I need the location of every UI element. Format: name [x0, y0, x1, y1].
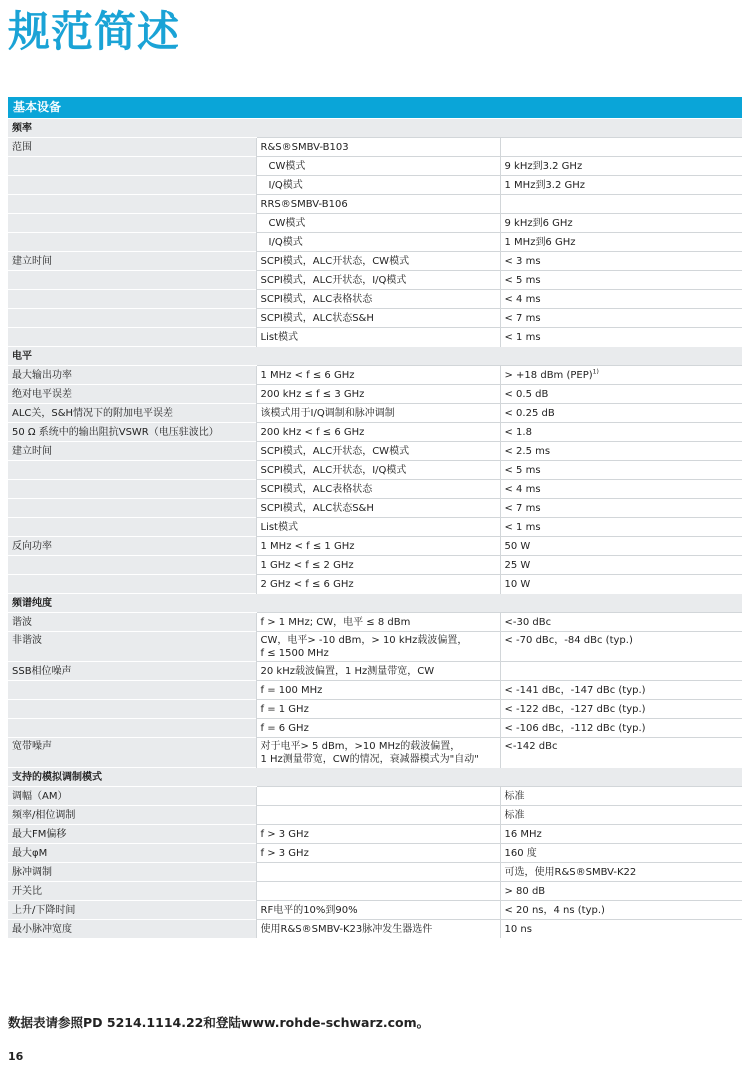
row-label: [8, 290, 256, 309]
table-row: [8, 233, 742, 252]
table-row: [8, 366, 742, 385]
row-label: 最大输出功率: [8, 366, 256, 385]
row-label: 调幅（AM）: [8, 787, 256, 806]
row-value: [500, 719, 742, 738]
row-label: 建立时间: [8, 442, 256, 461]
row-value-text: < 1 ms: [504, 332, 541, 343]
row-value-text: > +18 dBm (PEP): [504, 370, 593, 381]
row-label: 范围: [8, 138, 256, 157]
row-condition: List模式: [256, 328, 500, 347]
row-condition: SCPI模式，ALC状态S&H: [256, 499, 500, 518]
row-value-text: < 0.5 dB: [504, 389, 549, 400]
row-value: [500, 442, 742, 461]
row-label: 脉冲调制: [8, 863, 256, 882]
row-condition: SCPI模式，ALC表格状态: [256, 290, 500, 309]
row-value: [500, 423, 742, 442]
row-value: [500, 480, 742, 499]
section-header-row: [8, 594, 742, 613]
row-value: [500, 662, 742, 681]
row-value-text: 标准: [504, 810, 525, 821]
row-label: [8, 700, 256, 719]
table-row: [8, 719, 742, 738]
table-row: [8, 518, 742, 537]
row-condition: f = 100 MHz: [256, 681, 500, 700]
row-label: [8, 461, 256, 480]
row-condition: 1 MHz < f ≤ 1 GHz: [256, 537, 500, 556]
row-value: [500, 863, 742, 882]
row-value: [500, 309, 742, 328]
table-row: [8, 499, 742, 518]
section-header-row: [8, 119, 742, 138]
row-condition: f = 6 GHz: [256, 719, 500, 738]
row-label: [8, 499, 256, 518]
row-condition: List模式: [256, 518, 500, 537]
row-label: 反向功率: [8, 537, 256, 556]
table-row: [8, 195, 742, 214]
table-row: [8, 537, 742, 556]
row-label: 频率/相位调制: [8, 806, 256, 825]
table-row: [8, 404, 742, 423]
table-row: [8, 157, 742, 176]
table-row: [8, 787, 742, 806]
row-value: [500, 787, 742, 806]
table-row: [8, 461, 742, 480]
row-label: [8, 556, 256, 575]
table-row: [8, 825, 742, 844]
table-row: [8, 385, 742, 404]
row-condition: [256, 806, 500, 825]
spec-table: [8, 97, 742, 938]
row-label: 上升/下降时间: [8, 901, 256, 920]
row-label: [8, 309, 256, 328]
row-value-text: < 7 ms: [504, 313, 541, 324]
row-value: [500, 233, 742, 252]
row-label: [8, 233, 256, 252]
row-condition: 对于电平> 5 dBm，>10 MHz的载波偏置， 1 Hz测量带宽，CW的情况，衰减器模式为"自动": [256, 738, 500, 768]
table-row: [8, 575, 742, 594]
footnote-mark: 1): [592, 368, 599, 376]
row-condition: SCPI模式，ALC开状态，CW模式: [256, 442, 500, 461]
row-value: [500, 613, 742, 632]
section-title: 频谱纯度: [8, 594, 742, 613]
row-value: [500, 825, 742, 844]
row-condition: RF电平的10%到90%: [256, 901, 500, 920]
row-condition: 20 kHz载波偏置，1 Hz测量带宽，CW: [256, 662, 500, 681]
row-value: [500, 366, 742, 385]
row-value: [500, 271, 742, 290]
table-row: [8, 290, 742, 309]
row-value-text: < 2.5 ms: [504, 446, 551, 457]
row-label: [8, 575, 256, 594]
row-value-text: 10 ns: [504, 924, 532, 935]
row-value: [500, 252, 742, 271]
table-row: [8, 480, 742, 499]
table-row: [8, 252, 742, 271]
row-label: [8, 271, 256, 290]
table-row: [8, 632, 742, 662]
row-value: [500, 195, 742, 214]
row-condition: f > 3 GHz: [256, 825, 500, 844]
row-condition: SCPI模式，ALC表格状态: [256, 480, 500, 499]
table-row: [8, 271, 742, 290]
row-label: [8, 176, 256, 195]
row-label: [8, 480, 256, 499]
row-value-text: < 4 ms: [504, 294, 541, 305]
row-value-text: 1 MHz到3.2 GHz: [504, 180, 586, 191]
row-value: [500, 882, 742, 901]
row-value: [500, 632, 742, 662]
row-value: [500, 806, 742, 825]
row-condition: CW，电平> -10 dBm，> 10 kHz载波偏置， f ≤ 1500 MHz: [256, 632, 500, 662]
row-label: [8, 719, 256, 738]
row-value-text: < 5 ms: [504, 275, 541, 286]
row-value-text: 9 kHz到6 GHz: [504, 218, 573, 229]
row-value-text: 可选，使用R&S®SMBV-K22: [504, 867, 637, 878]
table-row: [8, 920, 742, 939]
row-condition: R&S®SMBV-B103: [256, 138, 500, 157]
row-label: 建立时间: [8, 252, 256, 271]
row-value-text: 50 W: [504, 541, 531, 552]
row-value-text: < -106 dBc，-112 dBc (typ.): [504, 723, 646, 734]
row-value: [500, 461, 742, 480]
row-condition: [256, 787, 500, 806]
row-label: [8, 681, 256, 700]
table-header-row: [8, 97, 742, 119]
row-value-text: < 0.25 dB: [504, 408, 555, 419]
row-value-text: < 1.8: [504, 427, 532, 438]
row-value-text: <-142 dBc: [504, 741, 558, 752]
table-row: [8, 662, 742, 681]
row-value: [500, 385, 742, 404]
row-condition: f > 3 GHz: [256, 844, 500, 863]
row-value-text: < 20 ns，4 ns (typ.): [504, 905, 605, 916]
row-condition: f > 1 MHz; CW，电平 ≤ 8 dBm: [256, 613, 500, 632]
row-value-text: < -122 dBc，-127 dBc (typ.): [504, 704, 646, 715]
table-row: [8, 738, 742, 768]
table-row: [8, 806, 742, 825]
row-value: [500, 214, 742, 233]
row-condition: I/Q模式: [256, 176, 500, 195]
row-condition: 200 kHz ≤ f ≤ 3 GHz: [256, 385, 500, 404]
section-title: 电平: [8, 347, 742, 366]
row-condition: 200 kHz < f ≤ 6 GHz: [256, 423, 500, 442]
row-value-text: < 7 ms: [504, 503, 541, 514]
row-condition: SCPI模式，ALC开状态，I/Q模式: [256, 461, 500, 480]
table-row: [8, 681, 742, 700]
table-row: [8, 309, 742, 328]
section-title: 支持的模拟调制模式: [8, 768, 742, 787]
row-value: [500, 844, 742, 863]
table-row: [8, 844, 742, 863]
row-condition: SCPI模式，ALC开状态，CW模式: [256, 252, 500, 271]
row-condition: CW模式: [256, 214, 500, 233]
section-header-row: [8, 347, 742, 366]
row-value: [500, 328, 742, 347]
row-condition: 该模式用于I/Q调制和脉冲调制: [256, 404, 500, 423]
row-label: 宽带噪声: [8, 738, 256, 768]
row-value: [500, 499, 742, 518]
row-label: 非谐波: [8, 632, 256, 662]
row-value: [500, 404, 742, 423]
row-label: [8, 518, 256, 537]
row-value-text: 25 W: [504, 560, 531, 571]
row-value: [500, 556, 742, 575]
row-value: [500, 157, 742, 176]
row-value-text: <-30 dBc: [504, 617, 552, 628]
row-value: [500, 138, 742, 157]
page-title: 规范简述: [8, 7, 181, 56]
row-condition: CW模式: [256, 157, 500, 176]
row-label: 谐波: [8, 613, 256, 632]
row-condition: [256, 863, 500, 882]
row-condition: 1 GHz < f ≤ 2 GHz: [256, 556, 500, 575]
table-row: [8, 901, 742, 920]
row-value-text: 16 MHz: [504, 829, 542, 840]
row-label: 50 Ω 系统中的输出阻抗VSWR（电压驻波比）: [8, 423, 256, 442]
row-label: SSB相位噪声: [8, 662, 256, 681]
row-condition: RRS®SMBV-B106: [256, 195, 500, 214]
row-condition: f = 1 GHz: [256, 700, 500, 719]
row-condition: 1 MHz < f ≤ 6 GHz: [256, 366, 500, 385]
row-value-text: < 1 ms: [504, 522, 541, 533]
row-value-text: < -70 dBc，-84 dBc (typ.): [504, 635, 633, 646]
row-label: [8, 157, 256, 176]
table-row: [8, 214, 742, 233]
page-number: 16: [8, 1050, 24, 1063]
section-title: 频率: [8, 119, 742, 138]
row-value-text: < -141 dBc，-147 dBc (typ.): [504, 685, 646, 696]
row-value-text: 1 MHz到6 GHz: [504, 237, 576, 248]
row-condition: SCPI模式，ALC状态S&H: [256, 309, 500, 328]
row-value: [500, 901, 742, 920]
table-row: [8, 423, 742, 442]
row-value-text: 9 kHz到3.2 GHz: [504, 161, 583, 172]
row-value: [500, 738, 742, 768]
row-value: [500, 681, 742, 700]
footer-note: 数据表请参照PD 5214.1114.22和登陆www.rohde-schwarz.com。: [8, 1015, 430, 1030]
table-row: [8, 863, 742, 882]
row-label: 最小脉冲宽度: [8, 920, 256, 939]
row-label: [8, 214, 256, 233]
row-label: 开关比: [8, 882, 256, 901]
row-value: [500, 575, 742, 594]
row-condition: SCPI模式，ALC开状态，I/Q模式: [256, 271, 500, 290]
row-value-text: < 4 ms: [504, 484, 541, 495]
row-value-text: 10 W: [504, 579, 531, 590]
row-label: [8, 328, 256, 347]
table-row: [8, 176, 742, 195]
table-row: [8, 700, 742, 719]
table-row: [8, 138, 742, 157]
row-condition: [256, 882, 500, 901]
table-row: [8, 882, 742, 901]
row-value-text: > 80 dB: [504, 886, 546, 897]
table-row: [8, 328, 742, 347]
row-value: [500, 920, 742, 939]
row-value: [500, 700, 742, 719]
row-label: 绝对电平误差: [8, 385, 256, 404]
table-row: [8, 556, 742, 575]
section-header-row: [8, 768, 742, 787]
row-value-text: < 3 ms: [504, 256, 541, 267]
table-row: [8, 613, 742, 632]
row-condition: 2 GHz < f ≤ 6 GHz: [256, 575, 500, 594]
row-value: [500, 518, 742, 537]
row-label: 最大FM偏移: [8, 825, 256, 844]
row-condition: I/Q模式: [256, 233, 500, 252]
row-value-text: 标准: [504, 791, 525, 802]
row-value: [500, 290, 742, 309]
row-value: [500, 176, 742, 195]
row-value-text: 160 度: [504, 848, 537, 859]
row-value: [500, 537, 742, 556]
table-row: [8, 442, 742, 461]
row-label: ALC关，S&H情况下的附加电平误差: [8, 404, 256, 423]
table-header: 基本设备: [8, 97, 742, 119]
row-label: [8, 195, 256, 214]
row-condition: 使用R&S®SMBV-K23脉冲发生器选件: [256, 920, 500, 939]
row-value-text: < 5 ms: [504, 465, 541, 476]
row-label: 最大φM: [8, 844, 256, 863]
